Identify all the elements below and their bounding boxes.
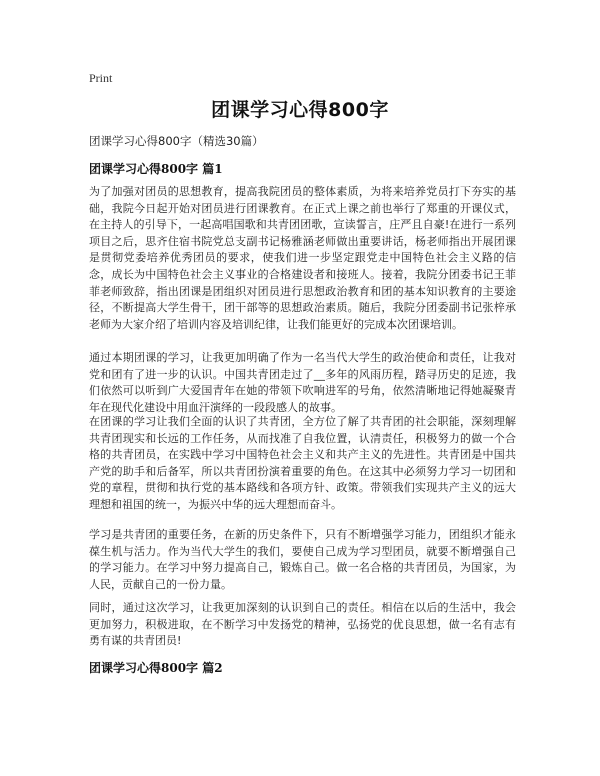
- paragraph: 学习是共青团的重要任务，在新的历史条件下，只有不断增强学习能力，团组织才能永葆生机与活力。作为当代大学生的我们，要使自己成为学习型团员，就要不断增强自己的学习能力。在学习中努力提高自己，锻炼自己。做一名合格的共青团员，为国家，为人民，贡献自己的一份力量。: [89, 528, 516, 591]
- paragraph: 同时，通过这次学习，让我更加深刻的认识到自己的责任。相信在以后的生活中，我会更加努力，积极进取，在不断学习中发扬党的精神，弘扬党的优良思想，做一名有志有勇有谋的共青团员!: [89, 601, 516, 648]
- paragraph: 在团课的学习让我们全面的认识了共青团，全方位了解了共青团的社会职能，深刻理解共青团现实和长远的工作任务，从而找准了自我位置，认清责任，积极努力的做一个合格的共青团员，在实践中学习中国特色社会主义和共产主义的先进性。共青团是中国共产党的助手和后备军，所以共青团扮演着重要的角色。在这其中必须努力学习一切团和党的章程，贯彻和执行党的基本路线和各项方针、政策。带领我们实现共产主义的远大理想和祖国的统一，为振兴中华的远大理想而奋斗。: [89, 415, 516, 511]
- paragraph: 通过本期团课的学习，让我更加明确了作为一名当代大学生的政治使命和责任，让我对党和团有了进一步的认识。中国共青团走过了__多年的风雨历程，踏寻历史的足迹，我们依然可以听到广大爱国青年在她的带领下吹响进军的号角，依然清晰地记得她凝聚青年在现代化建设中用血汗演绎的一段段感人的故事。: [89, 351, 516, 414]
- section-heading: 团课学习心得800字 篇2: [89, 661, 223, 675]
- document-title: 团课学习心得800字: [211, 99, 389, 121]
- document-subtitle: 团课学习心得800字（精选30篇）: [89, 134, 264, 148]
- paragraph: 为了加强对团员的思想教育，提高我院团员的整体素质，为将来培养党员打下夯实的基础，我院今日起开始对团员进行团课教育。在正式上课之前也举行了郑重的开课仪式，在主持人的引导下，一起高唱国歌和共青团团歌，宣读誓言，庄严且自豪!在进行一系列项目之后，思齐住宿书院党总支副书记杨雅涵老师做出重要讲话，杨老师指出开展团课是贯彻党委培养优秀团员的要求，使我们进一步坚定跟党走中国特色社会主义路的信念，成长为中国特色社会主义事业的合格建设者和接班人。接着，我院分团委书记王菲菲老师致辞，指出团课是团组织对团员进行思想政治教育和团的基本知识教育的主要途径，不断提高大学生骨干，团干部等的思想政治素质。随后，我院分团委副书记张梓承老师为大家介绍了培训内容及培训纪律，让我们能更好的完成本次团课培训。: [89, 185, 516, 331]
- print-label: Print: [89, 71, 113, 85]
- section-heading: 团课学习心得800字 篇1: [89, 162, 223, 176]
